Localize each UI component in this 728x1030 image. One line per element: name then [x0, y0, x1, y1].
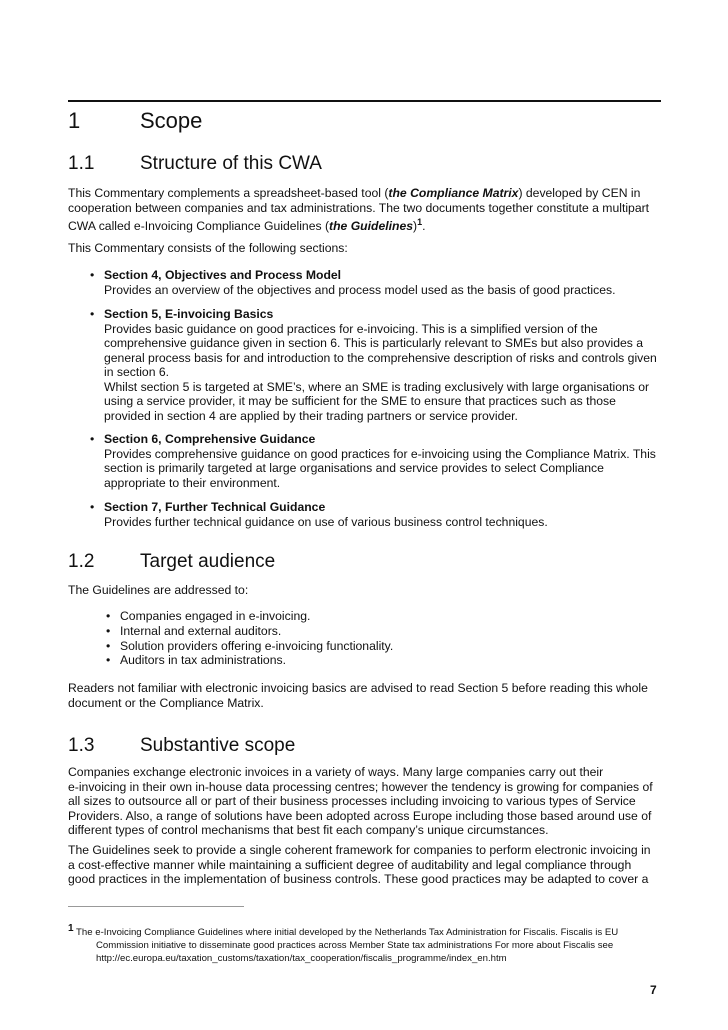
- list-item-text: section is primarily targeted at large organisations and service provides to select Compliance: [104, 461, 604, 475]
- bullet-icon: •: [106, 609, 111, 623]
- guidelines-term: the Guidelines: [329, 219, 414, 234]
- footnote-text: Commission initiative to disseminate good practices across Member State tax administrations For more about Fiscalis see: [96, 940, 614, 951]
- list-item-text: general process basis for and introduction to the comprehensive description of risks and controls given: [104, 350, 657, 365]
- intro-text: cooperation between companies and tax administrations. The two documents together constitute a multipart: [68, 200, 650, 215]
- bullet-icon: •: [90, 268, 95, 282]
- footnote-separator: [68, 906, 244, 907]
- section-title: Target audience: [140, 551, 276, 572]
- list-item-heading: Section 5, E-invoicing Basics: [104, 307, 274, 321]
- header-rule: [68, 100, 661, 102]
- readers-text: Readers not familiar with electronic invoicing basics are advised to read Section 5 before reading this whole: [68, 681, 648, 695]
- addressed-text: The Guidelines are addressed to:: [68, 583, 249, 597]
- section-title: Scope: [140, 108, 203, 133]
- intro-text: ) developed by CEN in: [518, 186, 641, 200]
- section-number: 1.1: [68, 153, 95, 174]
- addressed-paragraph: [68, 583, 668, 598]
- intro-text: .: [422, 219, 426, 234]
- list-item-text: in section 6.: [104, 365, 170, 379]
- bullet-icon: •: [106, 653, 111, 667]
- consists-paragraph: [68, 241, 668, 256]
- list-item-text: Provides basic guidance on good practices for e-invoicing. This is a simplified version of the: [104, 321, 598, 336]
- scope-text: Providers. Also, a range of solutions have been adopted across Europe including those based around use of: [68, 808, 652, 823]
- readers-text: document or the Compliance Matrix.: [68, 695, 264, 710]
- scope-text: e-invoicing in their own in-house data processing centres; however the tendency is growing for companies of: [68, 779, 653, 794]
- section-number: 1: [68, 108, 81, 133]
- list-item-text: Whilst section 5 is targeted at SME’s, where an SME is trading exclusively with large organisations or: [104, 379, 650, 394]
- list-item-text: Solution providers offering e-invoicing functionality.: [120, 639, 394, 653]
- footnote: [68, 922, 668, 965]
- section-number: 1.3: [68, 735, 95, 756]
- bullet-icon: •: [90, 307, 95, 321]
- scope-text: a cost-effective manner while maintaining a sufficient degree of auditability and legal compliance through: [68, 857, 632, 872]
- bullet-icon: •: [90, 500, 95, 514]
- bullet-icon: •: [106, 639, 111, 653]
- section-number: 1.2: [68, 551, 95, 572]
- section-title: Substantive scope: [140, 735, 296, 756]
- scope-text: different types of control mechanisms that best fit each company’s unique circumstances.: [68, 823, 549, 837]
- list-item-text: Internal and external auditors.: [120, 624, 282, 638]
- consists-text: This Commentary consists of the following sections:: [68, 241, 348, 255]
- section-title: Structure of this CWA: [140, 153, 322, 174]
- list-item-text: Provides an overview of the objectives and process model used as the basis of good practices.: [104, 282, 616, 297]
- list-item-heading: Section 6, Comprehensive Guidance: [104, 432, 316, 446]
- list-item-text: Companies engaged in e-invoicing.: [120, 609, 311, 623]
- bullet-icon: •: [90, 432, 95, 446]
- list-item-text: provided in section 4 are applied by their trading partners or service provider.: [104, 408, 518, 423]
- scope-text: good practices in the implementation of business controls. These good practices may be adapted to cover a: [68, 872, 649, 886]
- scope-paragraph-2: [68, 843, 668, 887]
- intro-text: CWA called e-Invoicing Compliance Guidelines (: [68, 219, 330, 234]
- page-number: 7: [650, 983, 657, 997]
- scope-text: Companies exchange electronic invoices in a variety of ways. Many large companies carry out their: [68, 765, 604, 779]
- list-item-heading: Section 4, Objectives and Process Model: [104, 268, 342, 282]
- readers-paragraph: [68, 681, 668, 710]
- footnote-reference[interactable]: 1: [417, 217, 423, 227]
- list-item-heading: Section 7, Further Technical Guidance: [104, 500, 326, 514]
- footnote-link[interactable]: http://ec.europa.eu/taxation_customs/taxation/tax_cooperation/fiscalis_programme/index_en.htm: [96, 953, 507, 964]
- bullet-icon: •: [106, 624, 111, 638]
- compliance-matrix-term: the Compliance Matrix: [388, 186, 519, 200]
- footnote-mark: 1: [68, 922, 74, 934]
- list-item-text: comprehensive guidance given in section 6. This is particularly relevant to SMEs but also provides a: [104, 336, 644, 350]
- intro-text: This Commentary complements a spreadsheet-based tool (: [68, 186, 389, 200]
- scope-text: The Guidelines seek to provide a single coherent framework for companies to perform electronic invoicing in: [68, 843, 651, 857]
- list-item-text: Provides further technical guidance on use of various business control techniques.: [104, 514, 548, 529]
- scope-text: all sizes to outsource all or part of their business processes including invoicing to various types of Service: [68, 794, 636, 808]
- list-item-text: appropriate to their environment.: [104, 475, 281, 490]
- intro-text: ): [413, 219, 418, 234]
- scope-paragraph-1: [68, 765, 668, 838]
- list-item-text: using a service provider, it may be sufficient for the SME to ensure that practices such as those: [104, 394, 616, 408]
- list-item-text: Provides comprehensive guidance on good practices for e-invoicing using the Compliance Matrix. This: [104, 446, 656, 461]
- footnote-text: The e-Invoicing Compliance Guidelines where initial developed by the Netherlands Tax Administration for Fiscalis. Fiscalis is EU: [73, 927, 619, 938]
- list-item-text: Auditors in tax administrations.: [120, 653, 286, 667]
- intro-paragraph: [68, 186, 668, 234]
